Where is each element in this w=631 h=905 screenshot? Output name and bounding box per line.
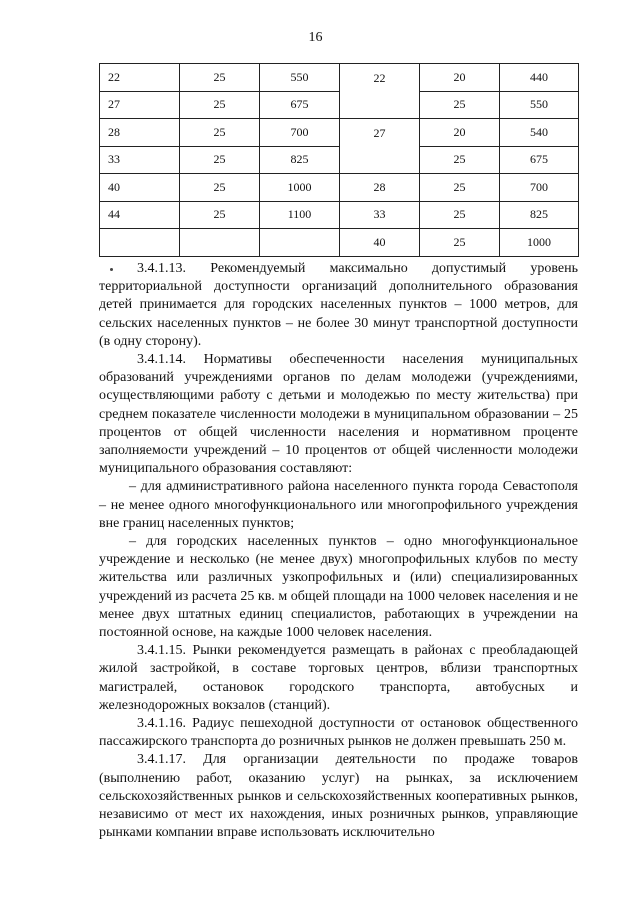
table-cell: 25: [180, 201, 260, 229]
table-cell: 540: [500, 119, 579, 147]
paragraph-3-4-1-15: 3.4.1.15. Рынки рекомендуется размещать в районах с преобладающей жилой застройкой, в составе торговых центров, вблизи транспортных магистралей, остановок городского транспорта, автобусных и железнодорожных вокзалов (станций).: [99, 643, 578, 713]
paragraph-3-4-1-13: 3.4.1.13. Рекомендуемый максимально допустимый уровень территориальной доступности организаций дополнительного образования детей принимается для городских населенных пунктов – 1000 метров, для сельских населенных пунктов – не более 30 минут транспортной доступности (в одну сторону).: [99, 261, 578, 349]
table-cell: 675: [500, 146, 579, 174]
table-cell: 25: [420, 229, 500, 257]
body-text: [99, 260, 578, 843]
table-cell: 675: [260, 91, 340, 119]
table-cell: 1000: [260, 174, 340, 202]
norms-table: [99, 63, 579, 257]
table-cell: 25: [420, 201, 500, 229]
table-cell: 28: [100, 119, 180, 147]
table-row: [100, 119, 579, 147]
table-cell: 25: [180, 91, 260, 119]
paragraph-3-4-1-16: 3.4.1.16. Радиус пешеходной доступности от остановок общественного пассажирского транспорта до розничных рынков не должен превышать 250 м.: [99, 716, 578, 750]
table-cell: 27: [100, 91, 180, 119]
table-row: [100, 174, 579, 202]
list-item-administrative-district: – для административного района населенного пункта города Севастополя – не менее одного многофункционального или многопрофильного учреждения вне границ населенных пунктов;: [99, 479, 578, 531]
table-cell: 550: [500, 91, 579, 119]
page-number: 16: [308, 30, 323, 45]
paragraph-3-4-1-17: 3.4.1.17. Для организации деятельности по продаже товаров (выполнению работ, оказанию услуг) на рынках, за исключением сельскохозяйственных рынков и сельскохозяйственных кооперативных рынков, независимо от мест их нахождения, иных розничных рынков, управляющие рынками компании вправе использовать исключительно: [99, 752, 578, 841]
table-cell: 44: [100, 201, 180, 229]
list-item-urban-settlements: – для городских населенных пунктов – одно многофункциональное учреждение и несколько (не менее двух) многопрофильных клубов по месту жительства или различных узкопрофильных и (или) специализированных учреждений из расчета 25 кв. м общей площади на 1000 человек населения и не менее двух штатных единиц специалистов, работающих в учреждении на постоянной основе, на каждые 1000 человек населения.: [99, 534, 578, 641]
table-cell: 700: [260, 119, 340, 147]
table-cell: 33: [100, 146, 180, 174]
table-cell: 20: [420, 64, 500, 92]
table-cell: 550: [260, 64, 340, 92]
table-cell: 25: [180, 174, 260, 202]
table-cell: 20: [420, 119, 500, 147]
table-cell: 28: [340, 174, 420, 202]
table-cell: 25: [420, 146, 500, 174]
table-cell: [100, 229, 180, 257]
table-cell: 25: [420, 91, 500, 119]
table-cell: 22: [100, 64, 180, 92]
table-cell: 33: [340, 201, 420, 229]
paragraph-3-4-1-14: 3.4.1.14. Нормативы обеспеченности населения муниципальных образований учреждениями органов по делам молодежи (учреждениями, осуществляющими работу с детьми и молодежью по месту жительства) при среднем показателе численности молодежи в муниципальном образовании – 25 процентов от общей численности населения и нормативном проценте заполняемости учреждений – 10 процентов от общей численности молодежи муниципального образования составляют:: [99, 352, 578, 477]
table-cell: 25: [420, 174, 500, 202]
table-cell: 25: [180, 146, 260, 174]
table-cell: [180, 229, 260, 257]
table-cell: [260, 229, 340, 257]
table-cell: 825: [500, 201, 579, 229]
table-cell: 22: [340, 64, 420, 119]
table-row: [100, 201, 579, 229]
table-row: [100, 91, 579, 119]
table-cell: 25: [180, 119, 260, 147]
table-row: [100, 146, 579, 174]
table-row: [100, 229, 579, 257]
table-cell: 440: [500, 64, 579, 92]
table-cell: 1000: [500, 229, 579, 257]
table-cell: 825: [260, 146, 340, 174]
table-cell: 40: [100, 174, 180, 202]
table-cell: 40: [340, 229, 420, 257]
table-cell: 1100: [260, 201, 340, 229]
table-cell: 27: [340, 119, 420, 174]
table-row: [100, 64, 579, 92]
table-cell: 700: [500, 174, 579, 202]
table-cell: 25: [180, 64, 260, 92]
